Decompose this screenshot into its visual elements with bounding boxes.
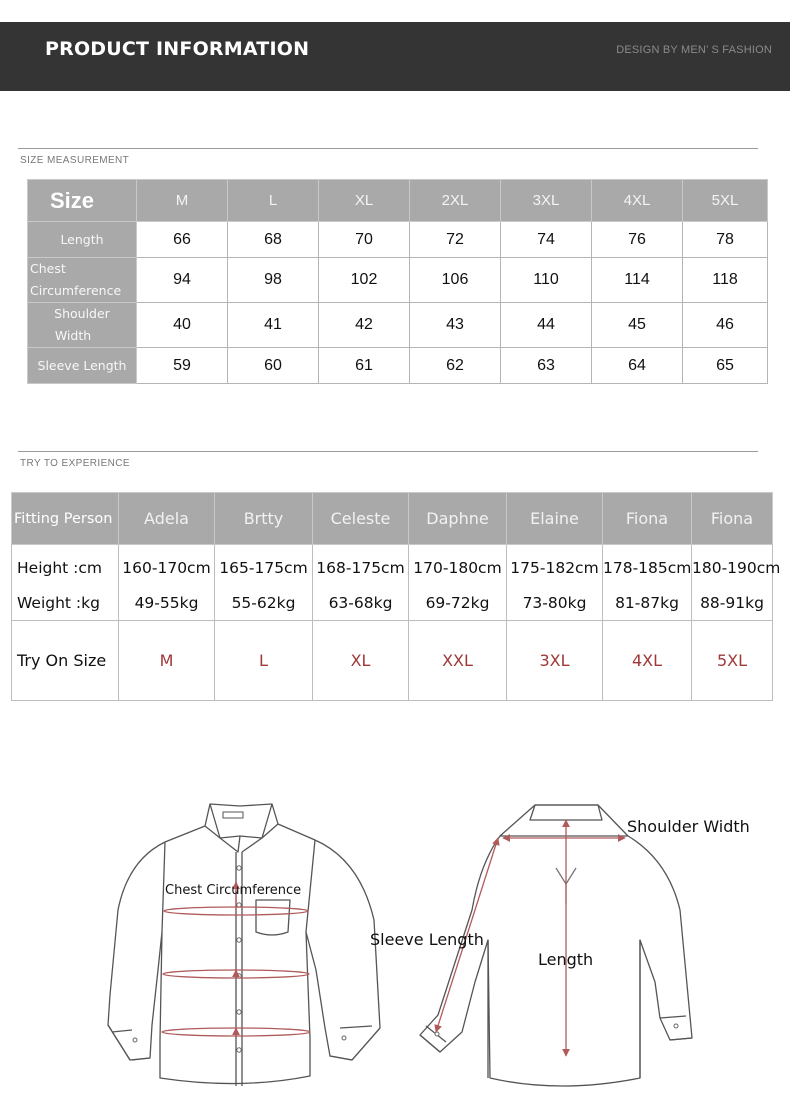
try-on-size-value: L	[215, 621, 313, 701]
size-value-cell: 41	[228, 303, 319, 348]
size-value-cell: 70	[319, 222, 410, 258]
size-header-label: Size	[28, 180, 137, 222]
fitting-header-row	[12, 493, 773, 545]
chest-circumference-label: Chest Circumference	[165, 883, 302, 898]
section-divider	[18, 148, 758, 149]
size-value-cell: 59	[137, 348, 228, 384]
size-value-cell: 43	[410, 303, 501, 348]
length-label: Length	[538, 950, 594, 969]
size-header-cell: 3XL	[501, 180, 592, 222]
size-header-cell: 2XL	[410, 180, 501, 222]
try-on-size-row	[12, 621, 773, 701]
table-row	[28, 258, 768, 303]
size-value-cell: 98	[228, 258, 319, 303]
size-header-cell: L	[228, 180, 319, 222]
page-title: PRODUCT INFORMATION	[45, 38, 310, 60]
size-value-cell: 102	[319, 258, 410, 303]
try-on-size-value: 4XL	[603, 621, 692, 701]
size-header-cell: M	[137, 180, 228, 222]
table-row	[28, 222, 768, 258]
size-value-cell: 65	[683, 348, 768, 384]
table-row	[28, 348, 768, 384]
try-on-size-value: XL	[313, 621, 409, 701]
person-measurements: 165-175cm 55-62kg	[215, 545, 313, 621]
person-measurements: 180-190cm 88-91kg	[692, 545, 773, 621]
size-value-cell: 62	[410, 348, 501, 384]
size-value-cell: 94	[137, 258, 228, 303]
fitting-person-label: Fitting Person	[12, 493, 119, 545]
size-value-cell: 66	[137, 222, 228, 258]
size-value-cell: 110	[501, 258, 592, 303]
size-value-cell: 46	[683, 303, 768, 348]
size-value-cell: 42	[319, 303, 410, 348]
try-on-size-value: 5XL	[692, 621, 773, 701]
size-measurement-table	[27, 179, 768, 384]
person-name: Adela	[119, 493, 215, 545]
size-value-cell: 60	[228, 348, 319, 384]
size-header-row	[28, 180, 768, 222]
section-divider	[18, 451, 758, 452]
row-label-shoulder: Shoulder Width	[28, 303, 137, 348]
person-measurements: 178-185cm 81-87kg	[603, 545, 692, 621]
size-value-cell: 74	[501, 222, 592, 258]
size-header-cell: XL	[319, 180, 410, 222]
size-value-cell: 63	[501, 348, 592, 384]
size-header-cell: 4XL	[592, 180, 683, 222]
size-value-cell: 72	[410, 222, 501, 258]
height-weight-row	[12, 545, 773, 621]
person-name: Celeste	[313, 493, 409, 545]
person-measurements: 160-170cm 49-55kg	[119, 545, 215, 621]
try-on-size-value: M	[119, 621, 215, 701]
size-value-cell: 64	[592, 348, 683, 384]
person-name: Fiona	[692, 493, 773, 545]
size-value-cell: 76	[592, 222, 683, 258]
person-name: Elaine	[507, 493, 603, 545]
shoulder-width-label: Shoulder Width	[627, 817, 750, 836]
size-value-cell: 114	[592, 258, 683, 303]
person-name: Daphne	[409, 493, 507, 545]
size-value-cell: 78	[683, 222, 768, 258]
try-on-size-label: Try On Size	[12, 621, 119, 701]
size-section-label: SIZE MEASUREMENT	[20, 155, 130, 166]
person-measurements: 175-182cm 73-80kg	[507, 545, 603, 621]
person-measurements: 170-180cm 69-72kg	[409, 545, 507, 621]
size-value-cell: 106	[410, 258, 501, 303]
row-label-sleeve: Sleeve Length	[28, 348, 137, 384]
person-name: Brtty	[215, 493, 313, 545]
try-section-label: TRY TO EXPERIENCE	[20, 458, 130, 469]
size-value-cell: 61	[319, 348, 410, 384]
table-row	[28, 303, 768, 348]
size-value-cell: 118	[683, 258, 768, 303]
brand-subtitle: DESIGN BY MEN’ S FASHION	[616, 44, 772, 56]
size-value-cell: 44	[501, 303, 592, 348]
try-on-size-value: XXL	[409, 621, 507, 701]
try-on-size-value: 3XL	[507, 621, 603, 701]
size-header-cell: 5XL	[683, 180, 768, 222]
size-value-cell: 40	[137, 303, 228, 348]
size-value-cell: 68	[228, 222, 319, 258]
sleeve-length-label: Sleeve Length	[370, 930, 484, 949]
row-label-length: Length	[28, 222, 137, 258]
height-weight-label: Height :cm Weight :kg	[12, 545, 119, 621]
row-label-chest: Chest Circumference	[28, 258, 137, 303]
person-measurements: 168-175cm 63-68kg	[313, 545, 409, 621]
shirt-front-icon	[108, 804, 380, 1086]
size-value-cell: 45	[592, 303, 683, 348]
fitting-table	[11, 492, 781, 701]
person-name: Fiona	[603, 493, 692, 545]
